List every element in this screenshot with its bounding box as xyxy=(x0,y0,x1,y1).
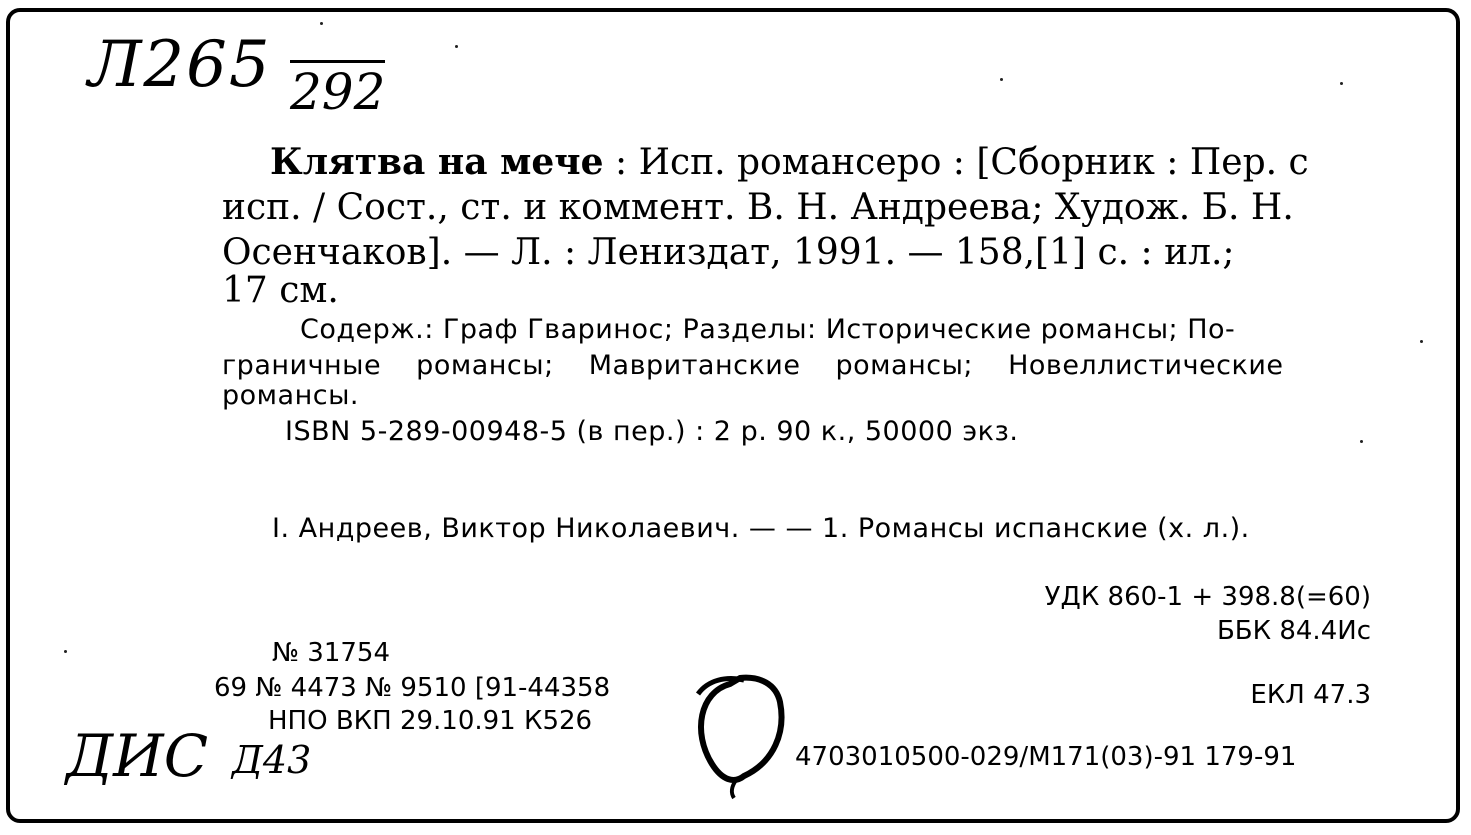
contents-line-2: граничные романсы; Мавританские романсы; Новеллистические xyxy=(222,350,1284,381)
code-line: 4703010500-029/М171(03)-91 179-91 xyxy=(795,742,1297,772)
bbk-line: ББК 84.4Ис xyxy=(1216,616,1371,646)
speck xyxy=(1000,78,1003,81)
print-line-2: 69 № 4473 № 9510 [91-44358 xyxy=(214,673,611,703)
tracings-line: I. Андреев, Виктор Николаевич. — — 1. Романсы испанские (х. л.). xyxy=(272,513,1250,544)
entry-line-3: Осенчаков]. — Л. : Лениздат, 1991. — 158,[1] с. : ил.; xyxy=(222,232,1235,273)
contents-line-3: романсы. xyxy=(222,380,359,411)
handwritten-bottom-left: ДИС xyxy=(66,722,209,790)
entry-line-2: исп. / Сост., ст. и коммент. В. Н. Андреева; Худож. Б. Н. xyxy=(222,187,1294,228)
entry-line-4: 17 см. xyxy=(222,270,339,311)
udk-line: УДК 860-1 + 398.8(=60) xyxy=(1044,582,1371,612)
stamp-mark xyxy=(690,672,794,800)
print-line-3: НПО ВКП 29.10.91 К526 xyxy=(268,706,593,736)
handwritten-bottom-left-2: Д43 xyxy=(232,738,312,782)
speck xyxy=(64,650,67,653)
print-number: № 31754 xyxy=(272,638,391,668)
isbn-line: ISBN 5-289-00948-5 (в пер.) : 2 р. 90 к., 50000 экз. xyxy=(285,416,1019,447)
speck xyxy=(455,45,458,48)
speck xyxy=(320,22,323,25)
entry-line-1: Клятва на мече : Исп. романсеро : [Сборник : Пер. с xyxy=(270,141,1309,183)
ekl-line: ЕКЛ 47.3 xyxy=(1250,680,1371,710)
book-title: Клятва на мече xyxy=(270,141,604,183)
contents-line-1: Содерж.: Граф Гваринос; Разделы: Исторические романсы; По- xyxy=(300,314,1236,345)
handwritten-shelfmark-over: 292 xyxy=(290,60,385,121)
speck xyxy=(1340,82,1343,85)
speck xyxy=(1360,440,1363,443)
speck xyxy=(1420,340,1423,343)
handwritten-shelfmark: Л265 xyxy=(88,28,272,102)
